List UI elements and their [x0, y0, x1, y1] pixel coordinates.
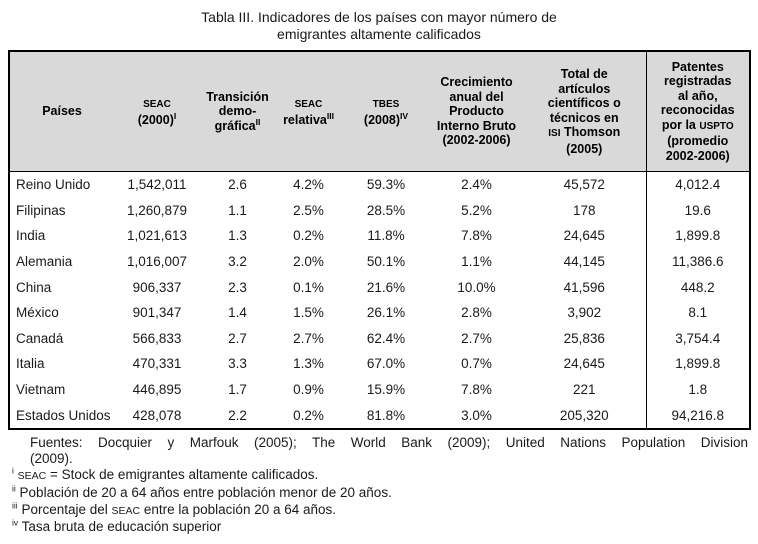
cell-tbes: 62.4% — [366, 330, 406, 346]
footnote-i-text: = Stock de emigrantes altamente calificados. — [50, 466, 319, 482]
sources-line2: (2009). — [30, 450, 73, 466]
cell-pib: 0.7% — [461, 356, 492, 372]
cell-transicion: 3.2 — [228, 254, 247, 270]
header-seac-2000-year: (2000) — [137, 112, 174, 127]
note-ref-IV: IV — [400, 110, 409, 121]
header-tbes-year: (2008) — [363, 112, 401, 127]
footnote-marker-iv: iv — [12, 517, 19, 528]
header-paises — [9, 51, 114, 172]
header-paises-label: Países — [42, 104, 82, 119]
header-patentes-l6: (promedio — [667, 134, 729, 149]
cell-patentes: 1,899.8 — [646, 351, 750, 377]
cell-seac: 446,895 — [132, 382, 182, 398]
cell-pais: Canadá — [16, 330, 64, 346]
cell-pib: 10.0% — [457, 279, 496, 295]
cell-pais: Reino Unido — [16, 177, 91, 193]
cell-patentes: 4,012.4 — [646, 172, 750, 198]
cell-transicion: 1.3 — [228, 228, 247, 244]
header-seac-relativa-l2: relativa — [283, 112, 327, 127]
cell-pais: Italia — [16, 356, 45, 372]
cell-seac: 470,331 — [132, 356, 182, 372]
cell-seac-relativa: 0.1% — [293, 279, 324, 295]
footnote-iv-text: Tasa bruta de educación superior — [21, 519, 222, 535]
cell-seac: 1,542,011 — [127, 177, 187, 193]
header-transicion-demografica — [200, 51, 275, 172]
cell-pib: 2.8% — [461, 305, 492, 321]
header-transicion-l3: gráfica — [214, 118, 256, 133]
cell-patentes: 3,754.4 — [646, 326, 750, 352]
cell-tbes: 67.0% — [366, 356, 406, 372]
cell-articulos: 24,645 — [563, 228, 605, 244]
header-crecimiento-pib — [430, 51, 523, 172]
header-patentes-l5: por la — [661, 117, 696, 132]
cell-seac: 428,078 — [132, 407, 182, 423]
header-pib-l2: anual del — [449, 89, 504, 104]
note-ref-II: II — [255, 116, 261, 127]
footnote-ii — [12, 485, 748, 502]
seac-acronym: SEAC — [143, 99, 171, 110]
header-patentes-l2: registradas — [664, 74, 732, 89]
isi-acronym: ISI — [548, 128, 561, 139]
footnote-iii — [12, 502, 748, 520]
header-articulos-l1: Total de — [560, 67, 608, 81]
cell-patentes: 1,899.8 — [646, 223, 750, 249]
footnote-ii-text: Población de 20 a 64 años entre población menor de 20 años. — [19, 484, 392, 500]
cell-tbes: 15.9% — [366, 382, 406, 398]
cell-transicion: 2.6 — [228, 177, 247, 193]
table-row — [9, 172, 750, 198]
cell-tbes: 28.5% — [366, 202, 406, 218]
footnote-iv — [12, 519, 748, 536]
table-row — [9, 402, 750, 429]
header-articulos-l4: técnicos en — [549, 110, 619, 125]
header-tbes — [342, 51, 430, 172]
cell-tbes: 59.3% — [366, 177, 406, 193]
cell-pais: Alemania — [16, 254, 73, 270]
cell-transicion: 1.7 — [228, 382, 247, 398]
table-row — [9, 223, 750, 249]
cell-patentes: 19.6 — [646, 198, 750, 224]
cell-transicion: 2.3 — [228, 279, 247, 295]
header-articulos-l6: (2005) — [566, 141, 603, 156]
header-patentes-l7: 2002-2006) — [665, 148, 730, 163]
cell-seac: 1,260,879 — [126, 202, 188, 218]
table-row — [9, 300, 750, 326]
cell-articulos: 221 — [572, 382, 596, 398]
cell-pib: 3.0% — [461, 407, 492, 423]
footnote-iii-pre: Porcentaje del — [21, 501, 108, 517]
cell-seac-relativa: 2.0% — [293, 254, 324, 270]
cell-transicion: 1.4 — [228, 305, 247, 321]
header-seac-2000 — [114, 51, 200, 172]
seac-acronym: SEAC — [111, 504, 141, 517]
cell-pais: India — [16, 228, 46, 244]
cell-patentes: 11,386.6 — [646, 249, 750, 275]
cell-articulos: 45,572 — [563, 177, 605, 193]
cell-articulos: 205,320 — [559, 407, 609, 423]
cell-seac-relativa: 0.9% — [293, 382, 324, 398]
cell-pib: 7.8% — [461, 382, 492, 398]
cell-articulos: 24,645 — [563, 356, 605, 372]
note-ref-I: I — [173, 110, 177, 121]
cell-pais: Vietnam — [16, 382, 66, 398]
header-articulos-l2: artículos — [558, 81, 611, 96]
table-row — [9, 198, 750, 224]
footnote-marker-iii: iii — [12, 500, 18, 511]
cell-seac-relativa: 1.5% — [293, 305, 324, 321]
header-articulos-l3: científicos o — [547, 96, 621, 110]
cell-pib: 5.2% — [461, 202, 492, 218]
cell-seac-relativa: 2.7% — [293, 330, 324, 346]
cell-tbes: 26.1% — [366, 305, 406, 321]
cell-tbes: 81.8% — [366, 407, 406, 423]
header-patentes-l3: al año, — [677, 88, 718, 103]
table-row — [9, 377, 750, 403]
footnote-iii-post: entre la población 20 a 64 años. — [143, 501, 337, 517]
cell-tbes: 11.8% — [367, 228, 405, 244]
cell-pib: 2.4% — [461, 177, 492, 193]
table-notes — [12, 435, 748, 536]
cell-transicion: 3.3 — [228, 356, 247, 372]
header-seac-relativa — [275, 51, 342, 172]
header-articulos-isi — [523, 51, 646, 172]
header-patentes-l1: Patentes — [671, 59, 724, 74]
cell-pais: Filipinas — [16, 202, 66, 218]
cell-seac-relativa: 2.5% — [293, 202, 324, 218]
cell-tbes: 50.1% — [366, 254, 406, 270]
cell-articulos: 44,145 — [563, 254, 605, 270]
table-row — [9, 274, 750, 300]
table-row — [9, 351, 750, 377]
footnote-i — [12, 467, 748, 485]
header-pib-l4: Interno Bruto — [436, 118, 517, 133]
header-pib-l1: Crecimiento — [440, 75, 513, 90]
uspto-acronym: USPTO — [699, 120, 734, 132]
sources-note — [30, 435, 748, 467]
cell-pib: 2.7% — [461, 330, 492, 346]
table-title-line2: emigrantes altamente calificados — [277, 26, 481, 42]
cell-patentes: 94,216.8 — [646, 402, 750, 429]
header-patentes-l4: reconocidas — [660, 103, 735, 118]
header-pib-l3: Producto — [449, 104, 504, 119]
sources-line1: Fuentes: Docquier y Marfouk (2005); The World Bank (2009); United Nations Population Division — [30, 434, 748, 450]
cell-articulos: 178 — [572, 202, 596, 218]
cell-seac-relativa: 0.2% — [293, 228, 324, 244]
header-patentes-uspto — [646, 51, 750, 172]
header-transicion-l2: demo- — [218, 104, 257, 119]
table-row — [9, 326, 750, 352]
cell-articulos: 41,596 — [563, 279, 605, 295]
cell-pib: 1.1% — [461, 254, 492, 270]
header-pib-l5: (2002-2006) — [442, 133, 511, 148]
table-title-line1: Tabla III. Indicadores de los países con mayor número de — [201, 9, 557, 25]
cell-pais: China — [16, 279, 52, 295]
table-row — [9, 249, 750, 275]
table-title — [0, 0, 758, 43]
cell-patentes: 1.8 — [646, 377, 750, 403]
cell-transicion: 2.7 — [228, 330, 247, 346]
cell-patentes: 8.1 — [646, 300, 750, 326]
cell-seac: 906,337 — [132, 279, 182, 295]
cell-transicion: 2.2 — [228, 407, 247, 423]
cell-articulos: 3,902 — [567, 305, 602, 321]
cell-patentes: 448.2 — [646, 274, 750, 300]
cell-transicion: 1.1 — [228, 202, 247, 218]
footnote-marker-i: i — [12, 465, 14, 476]
header-transicion-l1: Transición — [206, 89, 269, 104]
cell-seac-relativa: 4.2% — [293, 177, 324, 193]
cell-seac: 901,347 — [132, 305, 182, 321]
cell-tbes: 21.6% — [366, 279, 406, 295]
cell-seac: 1,016,007 — [126, 254, 188, 270]
seac-acronym: SEAC — [17, 469, 47, 482]
cell-pib: 7.8% — [461, 228, 492, 244]
cell-articulos: 25,836 — [563, 330, 605, 346]
header-row — [9, 51, 750, 172]
note-ref-III: III — [326, 110, 334, 121]
cell-pais: Estados Unidos — [16, 407, 111, 423]
footnote-marker-ii: ii — [12, 483, 16, 494]
cell-seac-relativa: 0.2% — [293, 407, 324, 423]
cell-seac: 566,833 — [132, 330, 182, 346]
cell-seac: 1,021,613 — [126, 228, 188, 244]
header-articulos-l5: Thomson — [563, 125, 621, 139]
seac-acronym: SEAC — [294, 99, 323, 110]
cell-pais: México — [16, 305, 59, 321]
cell-seac-relativa: 1.3% — [293, 356, 324, 372]
indicators-table — [8, 50, 751, 430]
tbes-acronym: TBES — [372, 99, 400, 110]
